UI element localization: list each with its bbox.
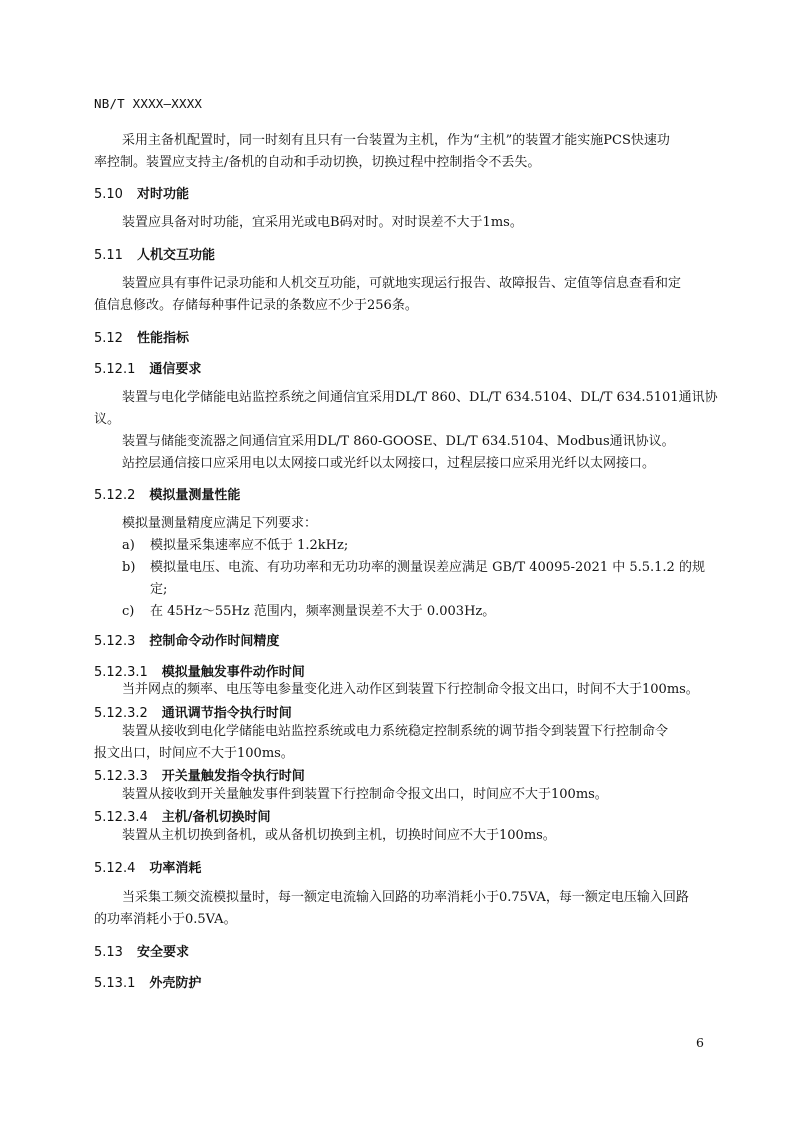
section-number: 5.12.4	[94, 861, 136, 876]
section-number: 5.11	[94, 248, 123, 263]
section-title: 性能指标	[136, 331, 189, 346]
section-heading-5-13-1	[94, 972, 201, 991]
section-title: 控制命令动作时间精度	[149, 634, 280, 649]
paragraph-line: 装置应具有事件记录功能和人机交互功能，可就地实现运行报告、故障报告、定值等信息查看和定	[122, 276, 682, 291]
section-heading-5-12-3-2	[94, 702, 292, 721]
section-heading-5-10	[94, 183, 189, 202]
section-number: 5.13.1	[94, 976, 136, 991]
section-number: 5.13	[94, 945, 123, 960]
paragraph-line: 装置从接收到开关量触发事件到装置下行控制命令报文出口，时间应不大于100ms。	[122, 787, 608, 802]
section-title: 模拟量触发事件动作时间	[161, 665, 305, 680]
section-heading-5-12-3	[94, 630, 279, 649]
paragraph-line: 装置从主机切换到备机，或从备机切换到主机，切换时间应不大于100ms。	[122, 828, 556, 843]
section-number: 5.12	[94, 331, 123, 346]
list-item-b	[122, 557, 135, 579]
paragraph-line: 站控层通信接口应采用电以太网接口或光纤以太网接口，过程层接口应采用光纤以太网接口。	[122, 456, 656, 471]
section-number: 5.12.3.2	[94, 706, 148, 721]
paragraph-line: 装置从接收到电化学储能电站监控系统或电力系统稳定控制系统的调节指令到装置下行控制命令	[122, 724, 669, 739]
list-item-c	[122, 601, 134, 623]
section-number: 5.12.1	[94, 362, 136, 377]
paragraph-line: 值信息修改。存储每种事件记录的条数应不少于256条。	[94, 298, 418, 313]
paragraph-line: 的功率消耗小于0.5VA。	[94, 912, 237, 927]
paragraph-line: 模拟量测量精度应满足下列要求：	[122, 516, 318, 531]
paragraph-line: 议。	[94, 412, 121, 427]
section-number: 5.12.3.4	[94, 810, 148, 825]
document-code-header: NB/T XXXX—XXXX	[94, 96, 203, 111]
list-item-text: 定;	[150, 582, 168, 597]
list-marker: b)	[122, 560, 136, 575]
section-title: 功率消耗	[149, 861, 202, 876]
section-heading-5-12-1	[94, 358, 201, 377]
section-title: 对时功能	[136, 187, 189, 202]
paragraph-line: 报文出口，时间应不大于100ms。	[94, 746, 294, 761]
section-heading-5-11	[94, 244, 215, 263]
section-number: 5.12.3.3	[94, 769, 148, 784]
list-marker: c)	[122, 604, 135, 619]
section-title: 通讯调节指令执行时间	[161, 706, 292, 721]
paragraph-line: 装置与电化学储能电站监控系统之间通信宜采用DL/T 860、DL/T 634.5104、DL/T 634.5101通讯协	[122, 390, 718, 405]
paragraph-line: 装置与储能变流器之间通信宜采用DL/T 860-GOOSE、DL/T 634.5104、Modbus通讯协议。	[122, 434, 675, 449]
section-title: 安全要求	[136, 945, 189, 960]
paragraph-line: 装置应具备对时功能，宜采用光或电B码对时。对时误差不大于1ms。	[122, 215, 523, 230]
section-title: 主机/备机切换时间	[161, 810, 271, 825]
section-title: 开关量触发指令执行时间	[161, 769, 305, 784]
paragraph-line: 当并网点的频率、电压等电参量变化进入动作区到装置下行控制命令报文出口，时间不大于100ms。	[122, 682, 699, 697]
section-heading-5-12-3-4	[94, 806, 271, 825]
section-heading-5-12-3-3	[94, 765, 305, 784]
paragraph-line: 当采集工频交流模拟量时，每一额定电流输入回路的功率消耗小于0.75VA，每一额定电压输入回路	[122, 890, 689, 905]
list-item-text: 在 45Hz～55Hz 范围内，频率测量误差不大于 0.003Hz。	[150, 604, 496, 619]
section-title: 外壳防护	[149, 976, 202, 991]
list-item-text: 模拟量采集速率应不低于 1.2kHz;	[150, 538, 349, 553]
list-marker: a)	[122, 538, 135, 553]
section-number: 5.12.3	[94, 634, 136, 649]
list-item-text: 模拟量电压、电流、有功功率和无功功率的测量误差应满足 GB/T 40095-2021 中 5.5.1.2 的规	[150, 560, 705, 575]
section-heading-5-12-4	[94, 857, 201, 876]
page-number: 6	[696, 1035, 704, 1050]
section-number: 5.12.3.1	[94, 665, 148, 680]
section-number: 5.12.2	[94, 488, 136, 503]
section-title: 人机交互功能	[136, 248, 215, 263]
section-title: 模拟量测量性能	[149, 488, 241, 503]
section-title: 通信要求	[149, 362, 202, 377]
list-item-a	[122, 535, 135, 557]
section-number: 5.10	[94, 187, 123, 202]
section-heading-5-13	[94, 941, 189, 960]
paragraph-line: 率控制。装置应支持主/备机的自动和手动切换，切换过程中控制指令不丢失。	[94, 155, 541, 170]
section-heading-5-12-3-1	[94, 661, 305, 680]
section-heading-5-12-2	[94, 484, 240, 503]
paragraph-line: 采用主备机配置时，同一时刻有且只有一台装置为主机，作为“主机”的装置才能实施PCS快速功	[122, 133, 670, 148]
section-heading-5-12	[94, 327, 189, 346]
